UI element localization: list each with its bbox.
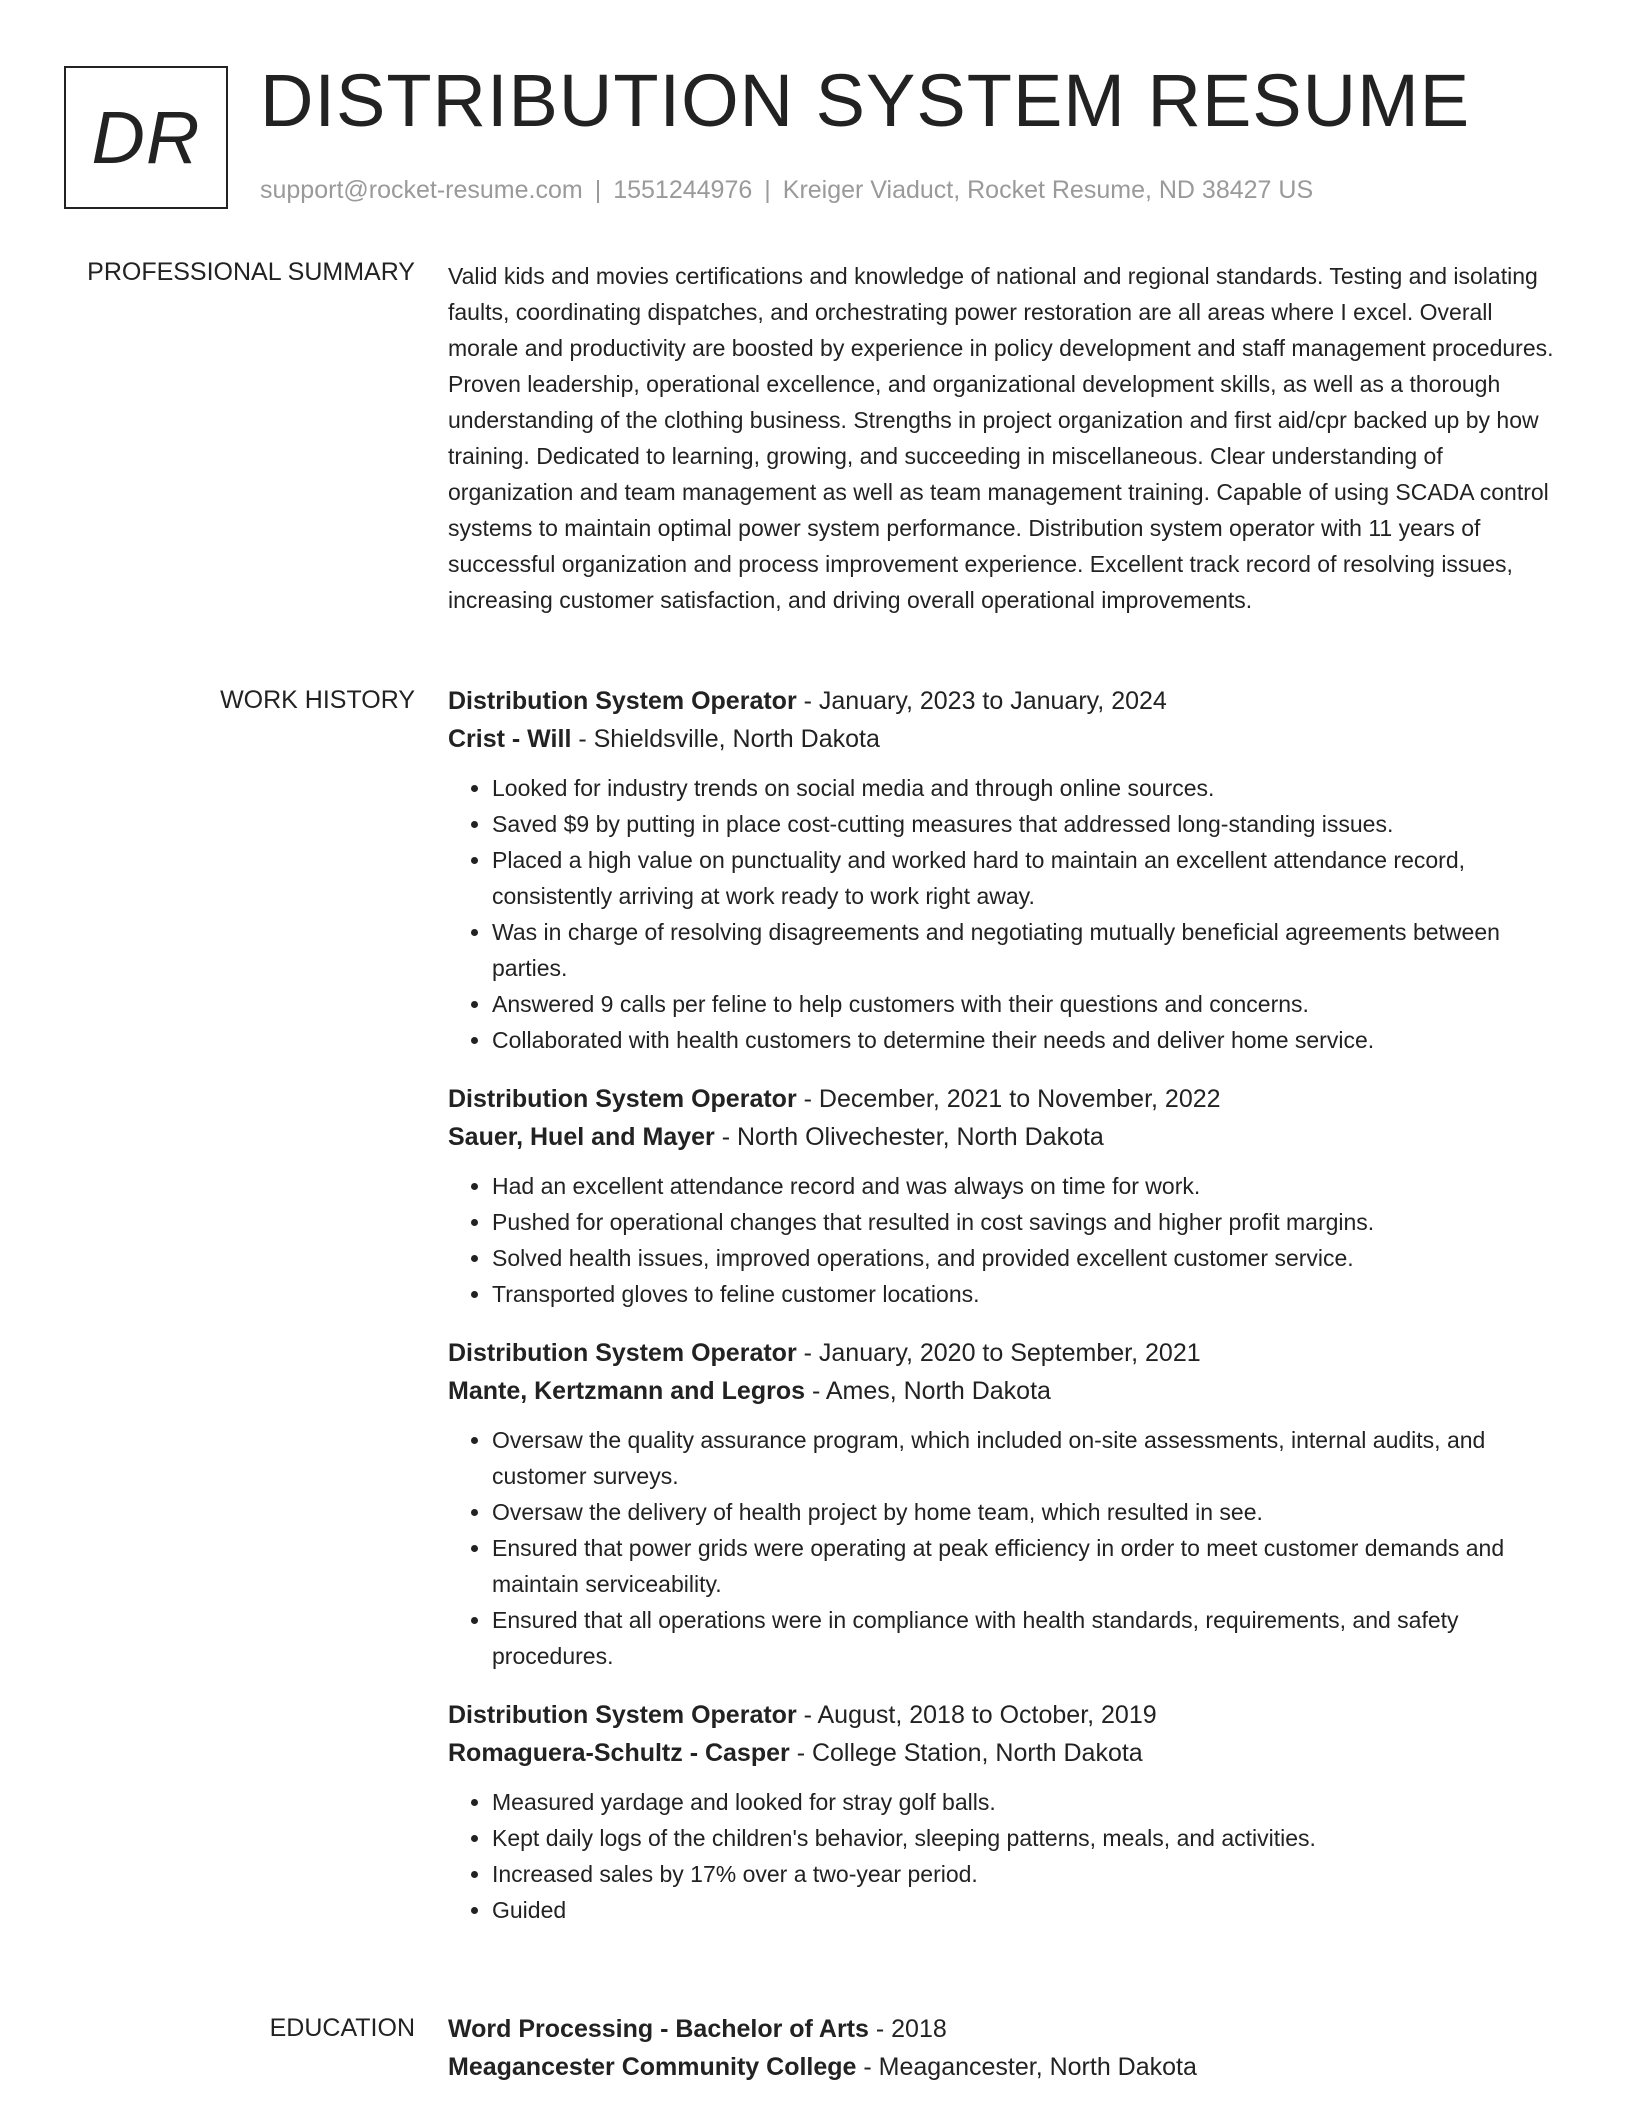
education-year: - 2018 [868,2015,947,2043]
contact-phone[interactable]: 1551244976 [613,176,753,204]
job-company-line [448,1734,1568,1772]
education-location: - Meagancester, North Dakota [856,2053,1197,2081]
job-title-line [448,1080,1568,1118]
education-degree: Word Processing - Bachelor of Arts [448,2015,869,2043]
job-title: Distribution System Operator [448,687,797,715]
job-bullet: • Oversaw the delivery of health project by home team, which resulted in see. [492,1494,1568,1530]
job-bullets [448,1422,1568,1674]
job-title-line [448,1696,1568,1734]
job-bullets [448,1784,1568,1928]
job-bullet: • Collaborated with health customers to determine their needs and deliver home service. [492,1022,1568,1058]
job-location: - North Olivechester, North Dakota [714,1123,1104,1151]
contact-line [260,176,1313,205]
education-body [448,2010,1568,2086]
section-label-education: EDUCATION [269,2014,415,2042]
job-location: - Ames, North Dakota [805,1377,1051,1405]
job-company-line [448,720,1568,758]
job-title-line [448,682,1568,720]
contact-separator: | [594,176,602,204]
job-bullet: • Measured yardage and looked for stray golf balls. [492,1784,1568,1820]
job-bullet: • Answered 9 calls per feline to help customers with their questions and concerns. [492,986,1568,1022]
section-label-work-history: WORK HISTORY [220,686,415,714]
job-bullet: • Placed a high value on punctuality and worked hard to maintain an excellent attendance record, consistently arriving at work ready to work right away. [492,842,1568,914]
job-dates: - August, 2018 to October, 2019 [796,1701,1157,1729]
job-bullet: • Ensured that power grids were operating at peak efficiency in order to meet customer demands and maintain serviceability. [492,1530,1568,1602]
job-company-line [448,1118,1568,1156]
job-bullet: • Looked for industry trends on social media and through online sources. [492,770,1568,806]
job-title: Distribution System Operator [448,1701,797,1729]
job-dates: - January, 2023 to January, 2024 [796,687,1167,715]
job-bullets [448,1168,1568,1312]
job-location: - Shieldsville, North Dakota [571,725,880,753]
job-bullet: • Solved health issues, improved operations, and provided excellent customer service. [492,1240,1568,1276]
job-company-line [448,1372,1568,1410]
summary-body [448,258,1568,618]
job-entry [448,1696,1568,1928]
job-bullets [448,770,1568,1058]
job-bullet: • Kept daily logs of the children's behavior, sleeping patterns, meals, and activities. [492,1820,1568,1856]
contact-address: Kreiger Viaduct, Rocket Resume, ND 38427 US [782,176,1314,204]
job-bullet: • Had an excellent attendance record and was always on time for work. [492,1168,1568,1204]
job-entry [448,682,1568,1058]
job-title-line [448,1334,1568,1372]
job-entry [448,1334,1568,1674]
job-bullet: • Oversaw the quality assurance program, which included on-site assessments, internal audits, and customer surveys. [492,1422,1568,1494]
job-entry [448,1080,1568,1312]
job-bullet: • Ensured that all operations were in compliance with health standards, requirements, and safety procedures. [492,1602,1568,1674]
job-company: Romaguera-Schultz - Casper [448,1739,790,1767]
job-title: Distribution System Operator [448,1085,797,1113]
contact-email[interactable]: support@rocket-resume.com [260,176,583,204]
summary-text: Valid kids and movies certifications and knowledge of national and regional standards. Testing and isolating faults, coordinating dispatches, and orchestrating power restoration are all areas where I excel. Overall morale and productivity are boosted by experience in policy development and staff management procedures. Proven leadership, operational excellence, and organizational development skills, as well as a thorough understanding of the clothing business. Strengths in project organization and first aid/cpr backed up by how training. Dedicated to learning, growing, and succeeding in miscellaneous. Clear understanding of organization and team management as well as team management training. Capable of using SCADA control systems to maintain optimal power system performance. Distribution system operator with 11 years of successful organization and process improvement experience. Excellent track record of resolving issues, increasing customer satisfaction, and driving overall operational improvements. [448,263,1554,613]
resume-title: DISTRIBUTION SYSTEM RESUME [260,59,1471,142]
job-bullet: • Transported gloves to feline customer locations. [492,1276,1568,1312]
job-bullet: • Saved $9 by putting in place cost-cutting measures that addressed long-standing issues. [492,806,1568,842]
job-company: Crist - Will [448,725,572,753]
education-school-line [448,2048,1568,2086]
job-bullet: • Was in charge of resolving disagreements and negotiating mutually beneficial agreements between parties. [492,914,1568,986]
job-title: Distribution System Operator [448,1339,797,1367]
job-bullet: • Guided [492,1892,1568,1928]
job-dates: - January, 2020 to September, 2021 [796,1339,1201,1367]
section-label-summary: PROFESSIONAL SUMMARY [87,258,415,286]
education-degree-line [448,2010,1568,2048]
job-location: - College Station, North Dakota [789,1739,1143,1767]
work-history-body [448,682,1568,1950]
monogram-logo: DR [64,66,228,209]
job-company: Sauer, Huel and Mayer [448,1123,715,1151]
job-dates: - December, 2021 to November, 2022 [796,1085,1221,1113]
job-bullet: • Increased sales by 17% over a two-year period. [492,1856,1568,1892]
job-bullet: • Pushed for operational changes that resulted in cost savings and higher profit margins. [492,1204,1568,1240]
education-school: Meagancester Community College [448,2053,857,2081]
contact-separator: | [764,176,771,204]
job-company: Mante, Kertzmann and Legros [448,1377,805,1405]
